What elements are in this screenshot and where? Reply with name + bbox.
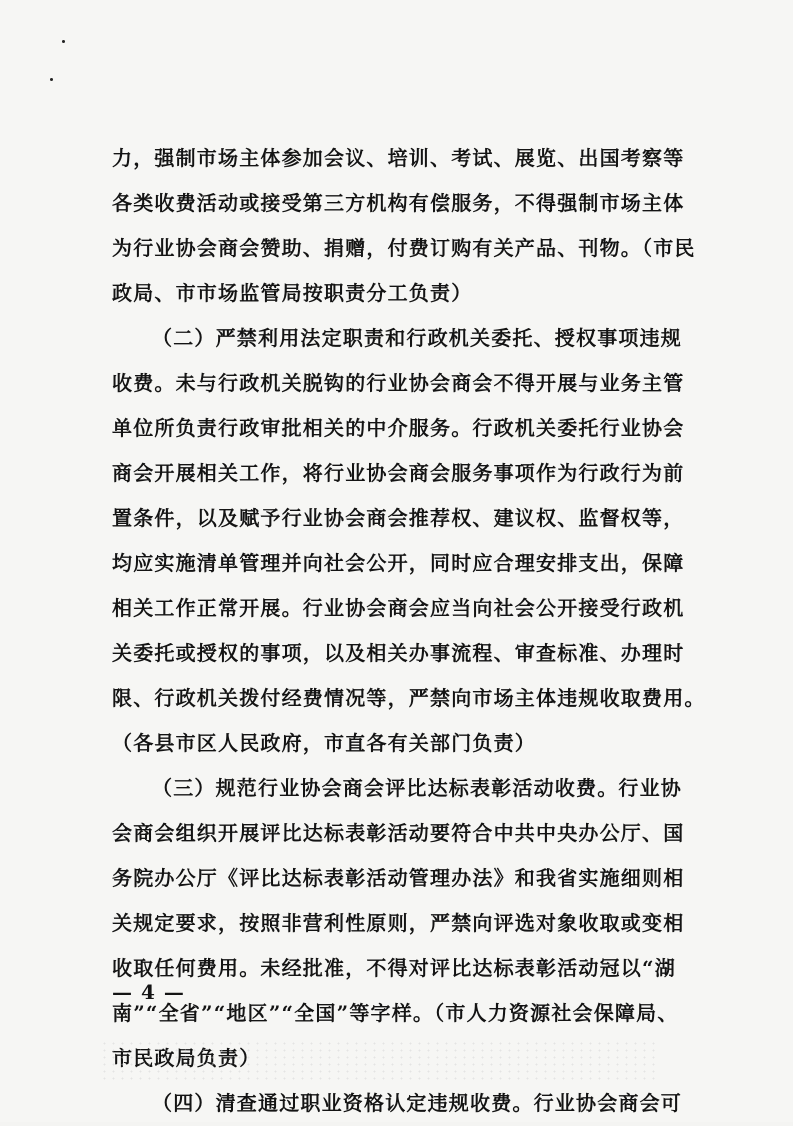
text-line: 收取任何费用。未经批准，不得对评比达标表彰活动冠以“湖 [112,956,676,980]
text-line: 均应实施清单管理并向社会公开，同时应合理安排支出，保障 [112,551,685,575]
text-line: 收费。未与行政机关脱钩的行业协会商会不得开展与业务主管 [112,371,685,395]
text-line: 关委托或授权的事项，以及相关办事流程、审查标准、办理时 [112,641,685,665]
scan-noise [100,1040,660,1080]
text-line: 为行业协会商会赞助、捐赠，付费订购有关产品、刊物。（市民 [112,236,696,260]
text-line: 南”“全省”“地区”“全国”等字样。（市人力资源社会保障局、 [112,1001,679,1025]
text-line: 会商会组织开展评比达标表彰活动要符合中共中央办公厅、国 [112,821,685,845]
page-number: — 4 — [112,980,185,1004]
text-line: 商会开展相关工作，将行业协会商会服务事项作为行政行为前 [112,461,685,485]
text-line: 关规定要求，按照非营利性原则，严禁向评选对象收取或变相 [112,911,685,935]
text-line: 政局、市市场监管局按职责分工负责） [112,281,473,305]
text-line: 各类收费活动或接受第三方机构有偿服务，不得强制市场主体 [112,191,685,215]
section-heading-2: （二）严禁利用法定职责和行政机关委托、授权事项违规 [152,326,682,350]
text-line: 限、行政机关拨付经费情况等，严禁向市场主体违规收取费用。 [112,686,706,710]
scan-speck [62,40,65,43]
text-line: 力，强制市场主体参加会议、培训、考试、展览、出国考察等 [112,146,685,170]
document-body [112,136,706,1126]
scan-speck [50,78,53,81]
text-line: （各县市区人民政府，市直各有关部门负责） [112,731,536,755]
section-heading-4: （四）清查通过职业资格认定违规收费。行业协会商会可 [152,1091,682,1115]
text-line: 市民政局负责） [112,1046,261,1070]
text-line: 相关工作正常开展。行业协会商会应当向社会公开接受行政机 [112,596,685,620]
section-heading-3: （三）规范行业协会商会评比达标表彰活动收费。行业协 [152,776,682,800]
text-line: 务院办公厅《评比达标表彰活动管理办法》和我省实施细则相 [112,866,685,890]
text-line: 置条件，以及赋予行业协会商会推荐权、建议权、监督权等， [112,506,685,530]
text-line: 单位所负责行政审批相关的中介服务。行政机关委托行业协会 [112,416,685,440]
